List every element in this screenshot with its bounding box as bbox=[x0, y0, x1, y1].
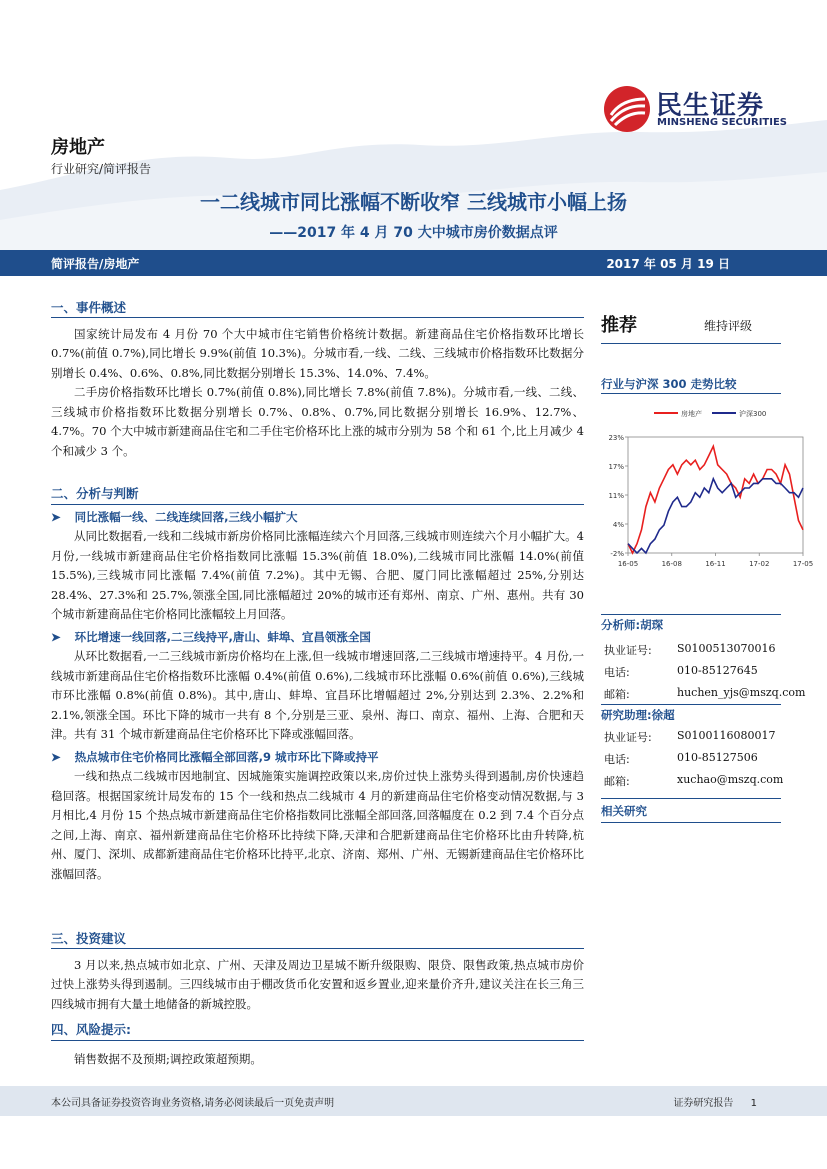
trend-chart bbox=[601, 400, 816, 580]
analysis-paragraph-1: 从同比数据看,一线和二线城市新房价格同比涨幅连续六个月回落,三线城市则连续六个月小幅扩大。4 月份,一线城市新建商品住宅价格指数同比涨幅 15.3%(前值 18.0%),二线城市同比涨幅 14.0%(前值 15.5%),三线城市同比涨幅 7.4%(前值 7.2%)。其中无锡、合肥、厦门同比涨幅超过 25%,分别达 28.4%、27.3%和 25.7%,领涨全国,同比涨幅超过 20%的城市还有郑州、南京、广州、惠州。共有 30 个城市新建商品住宅价格同比涨幅较上月回落。 bbox=[51, 529, 584, 621]
sector-label: 房地产 bbox=[51, 137, 105, 158]
assistant-phone-value: 010-85127506 bbox=[677, 751, 758, 764]
y-tick-label: 23% bbox=[608, 434, 624, 442]
analyst-cert-value: S0100513070016 bbox=[677, 642, 776, 655]
sidebar-divider bbox=[601, 614, 781, 615]
sidebar-divider bbox=[601, 343, 781, 344]
footer-right bbox=[673, 1094, 757, 1109]
brand-name-cn: 民生证券 bbox=[656, 91, 765, 121]
y-tick-label: -2% bbox=[610, 550, 624, 558]
band-date: 2017 年 05 月 19 日 bbox=[606, 257, 730, 271]
section-title-analysis: 二、分析与判断 bbox=[51, 486, 139, 501]
series-line-1 bbox=[628, 479, 803, 553]
page-footer bbox=[0, 1086, 827, 1116]
investment-section bbox=[51, 929, 584, 1014]
brand-logo bbox=[603, 85, 803, 133]
overview-paragraph-2: 二手房价格指数环比增长 0.7%(前值 0.8%),同比增长 7.8%(前值 7.8%)。分城市看,一线、二线、三线城市价格指数环比数据分别增长 0.7%、0.8%、0.7%,同比数据分别增长 16.9%、12.7%、4.7%。70 个大中城市新建商品住宅和二手住宅价格环比上涨的城市分别为 58 个和 61 个,比上月减少 4 个和减少 3 个。 bbox=[51, 385, 584, 458]
sidebar-divider bbox=[601, 798, 781, 799]
brand-name-en: MINSHENG SECURITIES bbox=[657, 117, 787, 128]
analyst-email-link[interactable]: huchen_yjs@mszq.com bbox=[677, 686, 806, 699]
analysis-paragraph-2: 从环比数据看,一二三线城市新房价格均在上涨,但一线城市增速回落,二三线城市增速持平。4 月份,一线城市新建商品住宅价格指数环比涨幅 0.4%(前值 0.6%),二线城市环比涨幅 0.6%(前值 0.6%),三线城市环比涨幅 0.8%(前值 0.8%)。其中,唐山、蚌埠、宜昌环比增幅超过 2%,分别达到 2.3%、2.2%和 2.1%,领涨全国。环比下降的城市一共有 8 个,分别是三亚、泉州、海口、南京、福州、上海、合肥和天津。共有 31 个城市新建商品住宅价格环比下降或涨幅回落。 bbox=[51, 649, 584, 741]
section-title-risk: 四、风险提示: bbox=[51, 1022, 131, 1037]
x-tick-label: 17-02 bbox=[749, 560, 770, 568]
chart-heading: 行业与沪深 300 走势比较 bbox=[601, 377, 737, 391]
analyst-phone-label: 电话: bbox=[604, 666, 630, 679]
section-title-overview: 一、事件概述 bbox=[51, 300, 127, 315]
arrow-icon: ➤ bbox=[51, 749, 61, 764]
sidebar-divider bbox=[601, 704, 781, 705]
legend-label-0: 房地产 bbox=[681, 410, 702, 418]
y-tick-label: 4% bbox=[612, 521, 624, 529]
analyst-email-label: 邮箱: bbox=[604, 688, 630, 701]
arrow-icon: ➤ bbox=[51, 509, 61, 524]
analysis-paragraph-3: 一线和热点二线城市因地制宜、因城施策实施调控政策以来,房价过快上涨势头得到遏制,房价快速趋稳回落。根据国家统计局发布的 15 个一线和热点二线城市 4 月的新建商品住宅价格变动情况数据,与 3 月相比,4 月份 15 个热点城市新建商品住宅价格指数同比涨幅全部回落,回落幅度在 0.2 到 7.4 个百分点之间,上海、南京、福州新建商品住宅价格环比持续下降,天津和合肥新建商品住宅价格环比由升转降,杭州、厦门、深圳、成都新建商品住宅价格环比持平,北京、济南、郑州、广州、无锡新建商品住宅价格环比涨幅回落。 bbox=[51, 769, 584, 881]
main-content bbox=[51, 298, 584, 461]
assistant-cert-value: S0100116080017 bbox=[677, 729, 776, 742]
analysis-section bbox=[51, 484, 584, 884]
risk-section bbox=[51, 1020, 584, 1069]
report-title: 一二线城市同比涨幅不断收窄 三线城市小幅上扬 bbox=[200, 190, 627, 214]
series-line-0 bbox=[628, 446, 803, 553]
overview-paragraph-1: 国家统计局发布 4 月份 70 个大中城市住宅销售价格统计数据。新建商品住宅价格指数环比增长 0.7%(前值 0.7%),同比增长 9.9%(前值 10.3%)。分城市看,一线、二线、三线城市价格指数环比数据分别增长 0.4%、0.6%、0.8%,同比数据分别增长 15.3%、14.0%、7.4%。 bbox=[51, 326, 584, 380]
rating-label: 维持评级 bbox=[704, 319, 753, 333]
risk-paragraph: 销售数据不及预期;调控政策超预期。 bbox=[74, 1051, 262, 1066]
recommend-label: 推荐 bbox=[601, 315, 637, 336]
sidebar-divider bbox=[601, 393, 781, 394]
assistant-cert-label: 执业证号: bbox=[604, 731, 652, 744]
related-research-heading: 相关研究 bbox=[601, 804, 647, 818]
y-tick-label: 17% bbox=[608, 463, 624, 471]
x-tick-label: 16-05 bbox=[617, 560, 639, 568]
subheading-3: ➤ 热点城市住宅价格同比涨幅全部回落,9 城市环比下降或持平 bbox=[51, 749, 379, 764]
x-tick-label: 16-08 bbox=[661, 560, 682, 568]
report-subtitle: ——2017 年 4 月 70 大中城市房价数据点评 bbox=[269, 225, 558, 241]
band-category: 简评报告/房地产 bbox=[51, 257, 140, 271]
analyst-phone-value: 010-85127645 bbox=[677, 664, 758, 677]
arrow-icon: ➤ bbox=[51, 629, 61, 644]
investment-paragraph: 3 月以来,热点城市如北京、广州、天津及周边卫星城不断升级限购、限贷、限售政策,热点城市房价过快上涨势头得到遏制。三四线城市由于棚改货币化安置和返乡置业,迎来量价齐升,建议关注在长三角三四线城市拥有大量土地储备的新城控股。 bbox=[51, 957, 584, 1011]
brand-mark-icon bbox=[603, 85, 651, 133]
footer-disclaimer: 本公司具备证券投资咨询业务资格,请务必阅读最后一页免责声明 bbox=[51, 1098, 335, 1109]
y-tick-label: 11% bbox=[608, 492, 624, 500]
assistant-email-link[interactable]: xuchao@mszq.com bbox=[677, 773, 784, 786]
assistant-heading: 研究助理:徐超 bbox=[601, 708, 675, 722]
subheading-1: ➤ 同比涨幅一线、二线连续回落,三线小幅扩大 bbox=[51, 509, 298, 524]
assistant-phone-label: 电话: bbox=[604, 753, 630, 766]
sidebar-divider bbox=[601, 822, 781, 823]
page-number: 1 bbox=[750, 1098, 757, 1109]
rating-block bbox=[601, 311, 781, 337]
section-title-investment: 三、投资建议 bbox=[51, 931, 127, 946]
report-type: 行业研究/简评报告 bbox=[51, 162, 152, 176]
header-band bbox=[0, 250, 827, 276]
legend-label-1: 沪深300 bbox=[739, 410, 767, 418]
analyst-cert-label: 执业证号: bbox=[604, 644, 652, 657]
x-tick-label: 16-11 bbox=[705, 560, 726, 568]
subheading-2: ➤ 环比增速一线回落,二三线持平,唐山、蚌埠、宜昌领涨全国 bbox=[51, 629, 371, 644]
assistant-email-label: 邮箱: bbox=[604, 775, 630, 788]
footer-report-label: 证券研究报告 bbox=[673, 1098, 734, 1109]
x-tick-label: 17-05 bbox=[792, 560, 814, 568]
analyst-heading: 分析师:胡琛 bbox=[601, 618, 664, 632]
